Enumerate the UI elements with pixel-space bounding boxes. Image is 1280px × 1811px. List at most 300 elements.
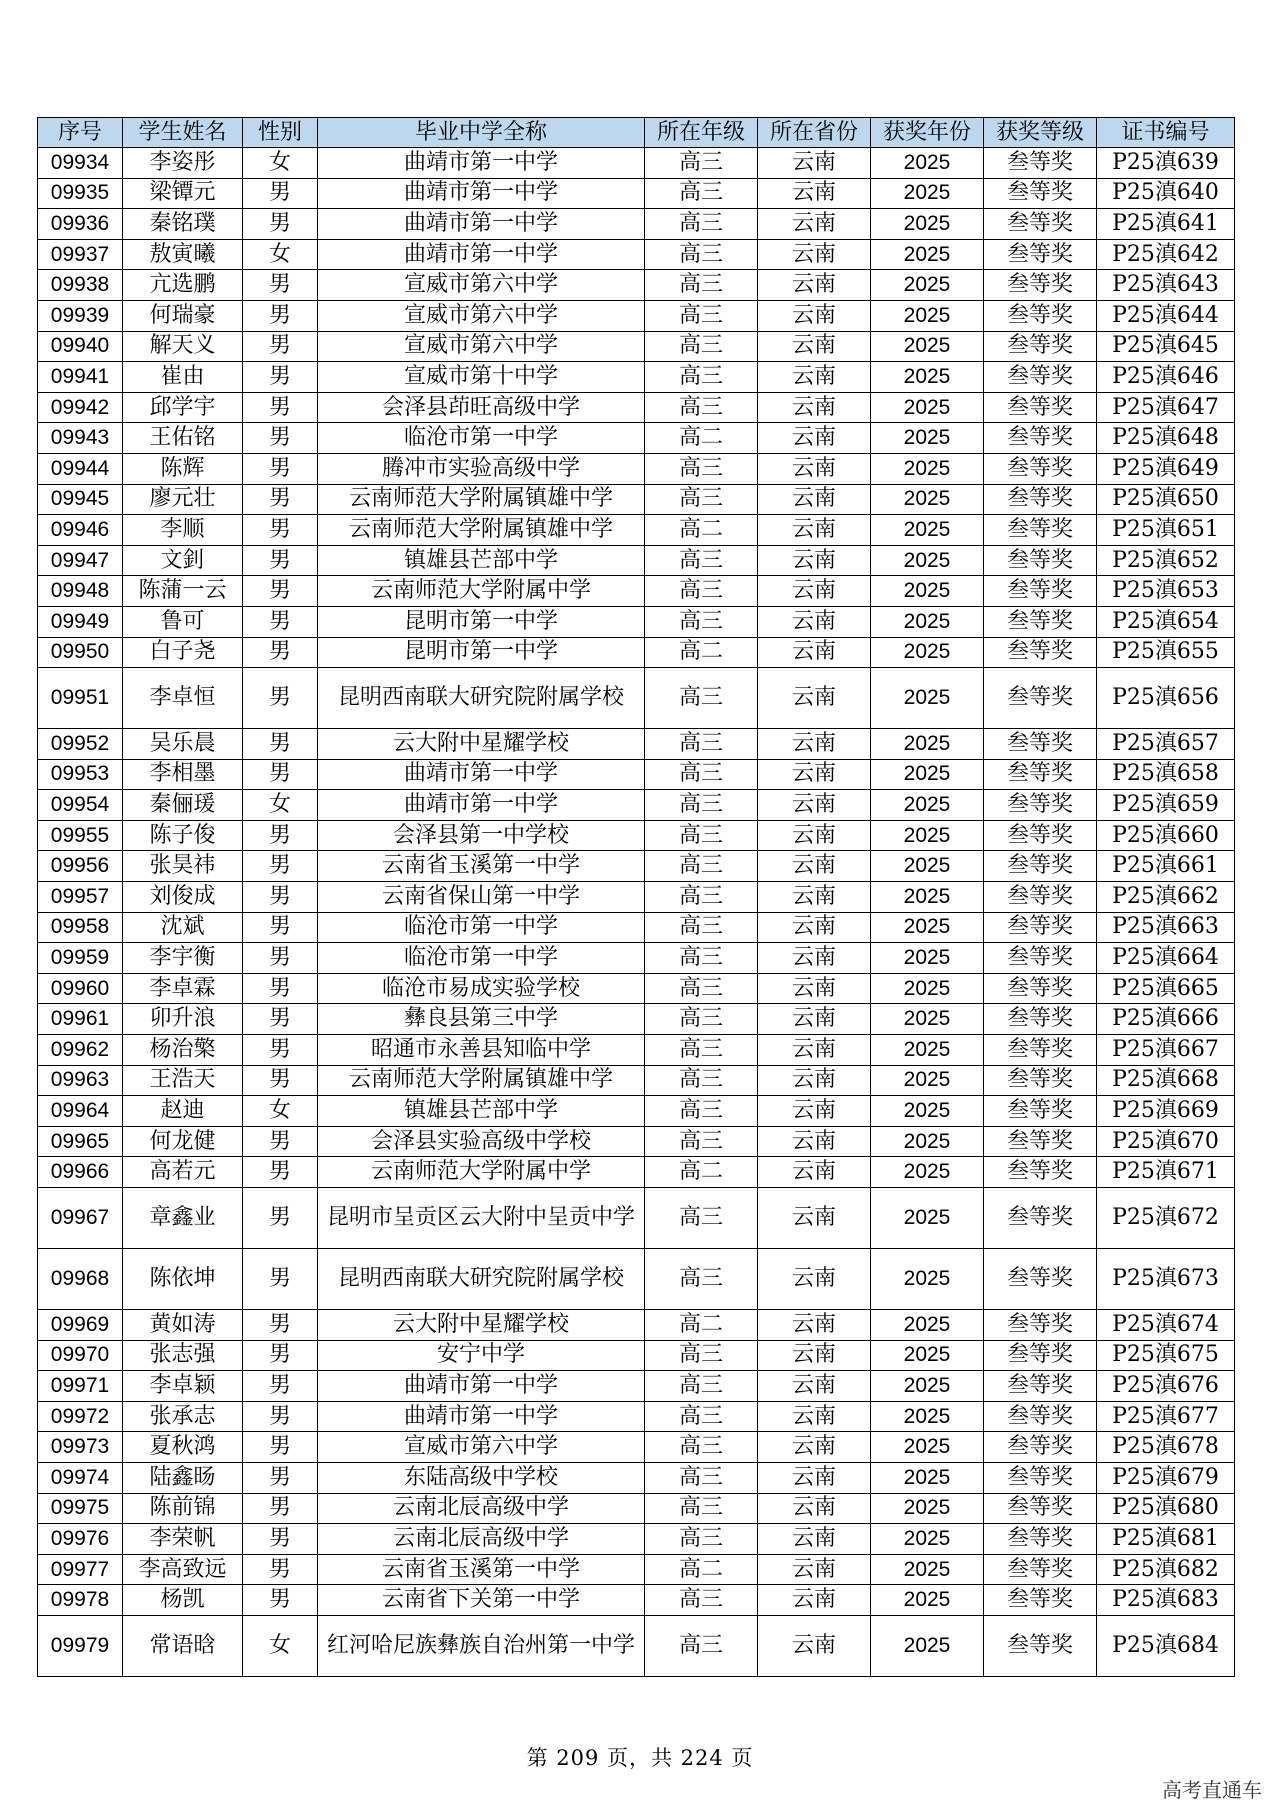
cell-school: 会泽县实验高级中学校 bbox=[318, 1126, 645, 1157]
brand-watermark: 高考直通车 bbox=[1162, 1778, 1262, 1802]
cell-grade: 高三 bbox=[645, 1340, 758, 1371]
cell-school: 昆明市呈贡区云大附中呈贡中学 bbox=[318, 1188, 645, 1249]
cell-name: 陈辉 bbox=[123, 453, 243, 484]
cell-grade: 高三 bbox=[645, 331, 758, 362]
cell-grade: 高三 bbox=[645, 545, 758, 576]
cell-year: 2025 bbox=[871, 484, 984, 515]
cell-name: 文釗 bbox=[123, 545, 243, 576]
cell-cert: P25滇683 bbox=[1097, 1585, 1235, 1616]
cell-school: 曲靖市第一中学 bbox=[318, 1401, 645, 1432]
cell-grade: 高三 bbox=[645, 209, 758, 240]
cell-grade: 高二 bbox=[645, 637, 758, 668]
table-row bbox=[38, 729, 1235, 760]
cell-gender: 男 bbox=[243, 1462, 318, 1493]
cell-province: 云南 bbox=[758, 912, 871, 943]
cell-year: 2025 bbox=[871, 1065, 984, 1096]
cell-gender: 女 bbox=[243, 790, 318, 821]
table-row bbox=[38, 300, 1235, 331]
table-row bbox=[38, 1554, 1235, 1585]
cell-grade: 高三 bbox=[645, 148, 758, 179]
cell-cert: P25滇672 bbox=[1097, 1188, 1235, 1249]
cell-school: 云南省保山第一中学 bbox=[318, 882, 645, 913]
cell-index: 09963 bbox=[38, 1065, 123, 1096]
cell-gender: 男 bbox=[243, 300, 318, 331]
cell-school: 云南北辰高级中学 bbox=[318, 1493, 645, 1524]
cell-school: 云南师范大学附属镇雄中学 bbox=[318, 515, 645, 546]
table-row bbox=[38, 453, 1235, 484]
cell-cert: P25滇647 bbox=[1097, 392, 1235, 423]
cell-cert: P25滇639 bbox=[1097, 148, 1235, 179]
cell-gender: 男 bbox=[243, 1065, 318, 1096]
cell-grade: 高三 bbox=[645, 1035, 758, 1066]
cell-year: 2025 bbox=[871, 851, 984, 882]
cell-cert: P25滇667 bbox=[1097, 1035, 1235, 1066]
cell-school: 安宁中学 bbox=[318, 1340, 645, 1371]
cell-grade: 高三 bbox=[645, 912, 758, 943]
cell-school: 东陆高级中学校 bbox=[318, 1462, 645, 1493]
cell-level: 叁等奖 bbox=[984, 882, 1097, 913]
cell-school: 昆明西南联大研究院附属学校 bbox=[318, 1249, 645, 1310]
cell-grade: 高二 bbox=[645, 515, 758, 546]
cell-province: 云南 bbox=[758, 1249, 871, 1310]
cell-school: 昆明市第一中学 bbox=[318, 606, 645, 637]
cell-cert: P25滇655 bbox=[1097, 637, 1235, 668]
cell-level: 叁等奖 bbox=[984, 668, 1097, 729]
table-row bbox=[38, 820, 1235, 851]
cell-gender: 男 bbox=[243, 1401, 318, 1432]
cell-grade: 高三 bbox=[645, 1188, 758, 1249]
cell-name: 张志强 bbox=[123, 1340, 243, 1371]
cell-school: 曲靖市第一中学 bbox=[318, 790, 645, 821]
cell-year: 2025 bbox=[871, 882, 984, 913]
cell-school: 云南师范大学附属中学 bbox=[318, 576, 645, 607]
cell-province: 云南 bbox=[758, 973, 871, 1004]
cell-province: 云南 bbox=[758, 1096, 871, 1127]
cell-grade: 高三 bbox=[645, 759, 758, 790]
cell-gender: 男 bbox=[243, 1126, 318, 1157]
cell-year: 2025 bbox=[871, 1249, 984, 1310]
cell-grade: 高二 bbox=[645, 1554, 758, 1585]
cell-grade: 高三 bbox=[645, 1065, 758, 1096]
table-row bbox=[38, 1188, 1235, 1249]
table-row bbox=[38, 423, 1235, 454]
cell-cert: P25滇640 bbox=[1097, 178, 1235, 209]
cell-index: 09937 bbox=[38, 239, 123, 270]
cell-index: 09978 bbox=[38, 1585, 123, 1616]
cell-index: 09966 bbox=[38, 1157, 123, 1188]
table-row bbox=[38, 637, 1235, 668]
cell-name: 王浩天 bbox=[123, 1065, 243, 1096]
cell-province: 云南 bbox=[758, 1554, 871, 1585]
cell-province: 云南 bbox=[758, 668, 871, 729]
table-row bbox=[38, 943, 1235, 974]
cell-year: 2025 bbox=[871, 973, 984, 1004]
cell-year: 2025 bbox=[871, 239, 984, 270]
cell-level: 叁等奖 bbox=[984, 1585, 1097, 1616]
cell-index: 09977 bbox=[38, 1554, 123, 1585]
cell-school: 昆明市第一中学 bbox=[318, 637, 645, 668]
col-header-index: 序号 bbox=[38, 118, 123, 148]
cell-index: 09954 bbox=[38, 790, 123, 821]
cell-grade: 高三 bbox=[645, 851, 758, 882]
table-row bbox=[38, 973, 1235, 1004]
cell-year: 2025 bbox=[871, 1493, 984, 1524]
cell-school: 镇雄县芒部中学 bbox=[318, 1096, 645, 1127]
cell-province: 云南 bbox=[758, 148, 871, 179]
cell-name: 吴乐晨 bbox=[123, 729, 243, 760]
cell-gender: 男 bbox=[243, 820, 318, 851]
cell-school: 宣威市第十中学 bbox=[318, 362, 645, 393]
cell-name: 李相墨 bbox=[123, 759, 243, 790]
cell-grade: 高三 bbox=[645, 1524, 758, 1555]
cell-gender: 男 bbox=[243, 1188, 318, 1249]
cell-province: 云南 bbox=[758, 851, 871, 882]
cell-gender: 女 bbox=[243, 1096, 318, 1127]
cell-cert: P25滇670 bbox=[1097, 1126, 1235, 1157]
cell-name: 邱学宇 bbox=[123, 392, 243, 423]
cell-grade: 高三 bbox=[645, 1401, 758, 1432]
cell-grade: 高三 bbox=[645, 1462, 758, 1493]
cell-index: 09947 bbox=[38, 545, 123, 576]
cell-year: 2025 bbox=[871, 1432, 984, 1463]
cell-index: 09968 bbox=[38, 1249, 123, 1310]
cell-level: 叁等奖 bbox=[984, 209, 1097, 240]
cell-level: 叁等奖 bbox=[984, 1615, 1097, 1676]
cell-name: 解天义 bbox=[123, 331, 243, 362]
cell-year: 2025 bbox=[871, 1615, 984, 1676]
cell-gender: 男 bbox=[243, 362, 318, 393]
cell-index: 09941 bbox=[38, 362, 123, 393]
cell-province: 云南 bbox=[758, 1524, 871, 1555]
cell-year: 2025 bbox=[871, 790, 984, 821]
cell-name: 李卓颖 bbox=[123, 1371, 243, 1402]
cell-grade: 高三 bbox=[645, 668, 758, 729]
cell-school: 临沧市易成实验学校 bbox=[318, 973, 645, 1004]
cell-school: 云南师范大学附属中学 bbox=[318, 1157, 645, 1188]
cell-index: 09944 bbox=[38, 453, 123, 484]
cell-gender: 男 bbox=[243, 1157, 318, 1188]
cell-grade: 高三 bbox=[645, 362, 758, 393]
cell-index: 09974 bbox=[38, 1462, 123, 1493]
cell-gender: 男 bbox=[243, 973, 318, 1004]
cell-level: 叁等奖 bbox=[984, 1462, 1097, 1493]
cell-cert: P25滇644 bbox=[1097, 300, 1235, 331]
cell-school: 云大附中星耀学校 bbox=[318, 1310, 645, 1341]
cell-school: 曲靖市第一中学 bbox=[318, 239, 645, 270]
cell-year: 2025 bbox=[871, 576, 984, 607]
cell-gender: 男 bbox=[243, 1585, 318, 1616]
cell-level: 叁等奖 bbox=[984, 820, 1097, 851]
cell-name: 赵迪 bbox=[123, 1096, 243, 1127]
cell-province: 云南 bbox=[758, 759, 871, 790]
cell-province: 云南 bbox=[758, 1615, 871, 1676]
table-row bbox=[38, 270, 1235, 301]
cell-level: 叁等奖 bbox=[984, 300, 1097, 331]
cell-index: 09935 bbox=[38, 178, 123, 209]
table-row bbox=[38, 1157, 1235, 1188]
cell-level: 叁等奖 bbox=[984, 1524, 1097, 1555]
cell-year: 2025 bbox=[871, 1524, 984, 1555]
table-row bbox=[38, 239, 1235, 270]
cell-year: 2025 bbox=[871, 606, 984, 637]
cell-name: 张昊祎 bbox=[123, 851, 243, 882]
table-row bbox=[38, 331, 1235, 362]
cell-index: 09975 bbox=[38, 1493, 123, 1524]
table-row bbox=[38, 1340, 1235, 1371]
cell-province: 云南 bbox=[758, 392, 871, 423]
cell-year: 2025 bbox=[871, 1035, 984, 1066]
cell-school: 昭通市永善县知临中学 bbox=[318, 1035, 645, 1066]
cell-name: 沈斌 bbox=[123, 912, 243, 943]
table-row bbox=[38, 790, 1235, 821]
cell-cert: P25滇661 bbox=[1097, 851, 1235, 882]
cell-province: 云南 bbox=[758, 545, 871, 576]
cell-cert: P25滇662 bbox=[1097, 882, 1235, 913]
cell-year: 2025 bbox=[871, 759, 984, 790]
cell-year: 2025 bbox=[871, 1126, 984, 1157]
cell-cert: P25滇641 bbox=[1097, 209, 1235, 240]
cell-school: 会泽县茚旺高级中学 bbox=[318, 392, 645, 423]
cell-gender: 男 bbox=[243, 484, 318, 515]
cell-province: 云南 bbox=[758, 637, 871, 668]
cell-school: 腾冲市实验高级中学 bbox=[318, 453, 645, 484]
cell-school: 云南省下关第一中学 bbox=[318, 1585, 645, 1616]
cell-school: 宣威市第六中学 bbox=[318, 300, 645, 331]
table-row bbox=[38, 759, 1235, 790]
cell-province: 云南 bbox=[758, 1401, 871, 1432]
cell-province: 云南 bbox=[758, 300, 871, 331]
cell-province: 云南 bbox=[758, 943, 871, 974]
cell-level: 叁等奖 bbox=[984, 1554, 1097, 1585]
cell-year: 2025 bbox=[871, 1188, 984, 1249]
cell-gender: 男 bbox=[243, 331, 318, 362]
table-row bbox=[38, 392, 1235, 423]
cell-gender: 男 bbox=[243, 668, 318, 729]
cell-grade: 高三 bbox=[645, 1615, 758, 1676]
cell-school: 云南省玉溪第一中学 bbox=[318, 851, 645, 882]
cell-cert: P25滇684 bbox=[1097, 1615, 1235, 1676]
cell-index: 09943 bbox=[38, 423, 123, 454]
table-row bbox=[38, 1371, 1235, 1402]
cell-gender: 男 bbox=[243, 1340, 318, 1371]
table-row bbox=[38, 1493, 1235, 1524]
cell-name: 鲁可 bbox=[123, 606, 243, 637]
cell-province: 云南 bbox=[758, 1462, 871, 1493]
cell-gender: 男 bbox=[243, 270, 318, 301]
cell-name: 章鑫业 bbox=[123, 1188, 243, 1249]
cell-level: 叁等奖 bbox=[984, 239, 1097, 270]
cell-grade: 高三 bbox=[645, 1126, 758, 1157]
cell-grade: 高三 bbox=[645, 1004, 758, 1035]
cell-school: 红河哈尼族彝族自治州第一中学 bbox=[318, 1615, 645, 1676]
cell-year: 2025 bbox=[871, 545, 984, 576]
table-row bbox=[38, 148, 1235, 179]
table-row bbox=[38, 1310, 1235, 1341]
cell-grade: 高三 bbox=[645, 973, 758, 1004]
cell-year: 2025 bbox=[871, 1585, 984, 1616]
cell-level: 叁等奖 bbox=[984, 1432, 1097, 1463]
cell-province: 云南 bbox=[758, 606, 871, 637]
cell-name: 崔由 bbox=[123, 362, 243, 393]
cell-index: 09949 bbox=[38, 606, 123, 637]
cell-school: 临沧市第一中学 bbox=[318, 912, 645, 943]
cell-province: 云南 bbox=[758, 362, 871, 393]
cell-cert: P25滇651 bbox=[1097, 515, 1235, 546]
cell-grade: 高二 bbox=[645, 1157, 758, 1188]
cell-grade: 高三 bbox=[645, 178, 758, 209]
cell-grade: 高三 bbox=[645, 453, 758, 484]
cell-index: 09952 bbox=[38, 729, 123, 760]
table-row bbox=[38, 1096, 1235, 1127]
cell-province: 云南 bbox=[758, 1585, 871, 1616]
cell-level: 叁等奖 bbox=[984, 759, 1097, 790]
cell-year: 2025 bbox=[871, 1340, 984, 1371]
cell-school: 曲靖市第一中学 bbox=[318, 1371, 645, 1402]
table-row bbox=[38, 912, 1235, 943]
cell-province: 云南 bbox=[758, 423, 871, 454]
cell-year: 2025 bbox=[871, 453, 984, 484]
cell-index: 09959 bbox=[38, 943, 123, 974]
table-row bbox=[38, 178, 1235, 209]
cell-gender: 男 bbox=[243, 392, 318, 423]
cell-cert: P25滇679 bbox=[1097, 1462, 1235, 1493]
cell-school: 云南北辰高级中学 bbox=[318, 1524, 645, 1555]
col-header-name: 学生姓名 bbox=[123, 118, 243, 148]
cell-year: 2025 bbox=[871, 668, 984, 729]
cell-level: 叁等奖 bbox=[984, 331, 1097, 362]
table-row bbox=[38, 1004, 1235, 1035]
cell-year: 2025 bbox=[871, 392, 984, 423]
cell-name: 李宇衡 bbox=[123, 943, 243, 974]
col-header-level: 获奖等级 bbox=[984, 118, 1097, 148]
cell-gender: 男 bbox=[243, 1249, 318, 1310]
cell-year: 2025 bbox=[871, 515, 984, 546]
page-footer: 第 209 页，共 224 页 bbox=[526, 1746, 754, 1770]
cell-gender: 男 bbox=[243, 882, 318, 913]
cell-level: 叁等奖 bbox=[984, 453, 1097, 484]
cell-level: 叁等奖 bbox=[984, 545, 1097, 576]
cell-grade: 高三 bbox=[645, 1371, 758, 1402]
cell-index: 09936 bbox=[38, 209, 123, 240]
cell-cert: P25滇643 bbox=[1097, 270, 1235, 301]
cell-name: 卯升浪 bbox=[123, 1004, 243, 1035]
cell-level: 叁等奖 bbox=[984, 973, 1097, 1004]
cell-year: 2025 bbox=[871, 362, 984, 393]
cell-province: 云南 bbox=[758, 1432, 871, 1463]
cell-province: 云南 bbox=[758, 1065, 871, 1096]
cell-cert: P25滇646 bbox=[1097, 362, 1235, 393]
cell-grade: 高三 bbox=[645, 1432, 758, 1463]
cell-index: 09973 bbox=[38, 1432, 123, 1463]
cell-school: 临沧市第一中学 bbox=[318, 423, 645, 454]
cell-name: 夏秋鸿 bbox=[123, 1432, 243, 1463]
cell-index: 09938 bbox=[38, 270, 123, 301]
cell-gender: 男 bbox=[243, 515, 318, 546]
award-table-container bbox=[37, 117, 1234, 1677]
cell-cert: P25滇671 bbox=[1097, 1157, 1235, 1188]
table-row bbox=[38, 545, 1235, 576]
cell-grade: 高三 bbox=[645, 239, 758, 270]
cell-year: 2025 bbox=[871, 300, 984, 331]
cell-grade: 高三 bbox=[645, 606, 758, 637]
table-body bbox=[38, 148, 1235, 1677]
cell-year: 2025 bbox=[871, 729, 984, 760]
cell-gender: 男 bbox=[243, 606, 318, 637]
cell-level: 叁等奖 bbox=[984, 270, 1097, 301]
cell-level: 叁等奖 bbox=[984, 851, 1097, 882]
cell-level: 叁等奖 bbox=[984, 576, 1097, 607]
cell-level: 叁等奖 bbox=[984, 606, 1097, 637]
cell-name: 李卓恒 bbox=[123, 668, 243, 729]
cell-cert: P25滇645 bbox=[1097, 331, 1235, 362]
cell-year: 2025 bbox=[871, 1371, 984, 1402]
cell-year: 2025 bbox=[871, 270, 984, 301]
cell-index: 09962 bbox=[38, 1035, 123, 1066]
cell-index: 09946 bbox=[38, 515, 123, 546]
cell-index: 09953 bbox=[38, 759, 123, 790]
cell-province: 云南 bbox=[758, 1157, 871, 1188]
cell-cert: P25滇650 bbox=[1097, 484, 1235, 515]
cell-level: 叁等奖 bbox=[984, 1096, 1097, 1127]
table-row bbox=[38, 1462, 1235, 1493]
cell-grade: 高三 bbox=[645, 1493, 758, 1524]
cell-level: 叁等奖 bbox=[984, 362, 1097, 393]
cell-name: 亢选鹏 bbox=[123, 270, 243, 301]
cell-province: 云南 bbox=[758, 1310, 871, 1341]
cell-school: 曲靖市第一中学 bbox=[318, 148, 645, 179]
cell-grade: 高二 bbox=[645, 423, 758, 454]
col-header-province: 所在省份 bbox=[758, 118, 871, 148]
cell-cert: P25滇642 bbox=[1097, 239, 1235, 270]
cell-name: 李荣帆 bbox=[123, 1524, 243, 1555]
cell-gender: 男 bbox=[243, 851, 318, 882]
table-row bbox=[38, 1432, 1235, 1463]
cell-year: 2025 bbox=[871, 331, 984, 362]
table-row bbox=[38, 668, 1235, 729]
cell-level: 叁等奖 bbox=[984, 423, 1097, 454]
cell-province: 云南 bbox=[758, 239, 871, 270]
cell-year: 2025 bbox=[871, 1401, 984, 1432]
cell-name: 陈子俊 bbox=[123, 820, 243, 851]
cell-name: 秦俪瑗 bbox=[123, 790, 243, 821]
table-row bbox=[38, 576, 1235, 607]
cell-school: 宣威市第六中学 bbox=[318, 1432, 645, 1463]
cell-year: 2025 bbox=[871, 423, 984, 454]
cell-cert: P25滇681 bbox=[1097, 1524, 1235, 1555]
cell-year: 2025 bbox=[871, 1096, 984, 1127]
cell-gender: 男 bbox=[243, 1524, 318, 1555]
cell-gender: 男 bbox=[243, 453, 318, 484]
cell-gender: 男 bbox=[243, 1432, 318, 1463]
cell-level: 叁等奖 bbox=[984, 1249, 1097, 1310]
cell-year: 2025 bbox=[871, 1157, 984, 1188]
cell-year: 2025 bbox=[871, 209, 984, 240]
cell-index: 09945 bbox=[38, 484, 123, 515]
cell-name: 何龙健 bbox=[123, 1126, 243, 1157]
cell-cert: P25滇680 bbox=[1097, 1493, 1235, 1524]
col-header-grade: 所在年级 bbox=[645, 118, 758, 148]
cell-name: 张承志 bbox=[123, 1401, 243, 1432]
cell-province: 云南 bbox=[758, 209, 871, 240]
cell-grade: 高三 bbox=[645, 943, 758, 974]
cell-cert: P25滇674 bbox=[1097, 1310, 1235, 1341]
cell-province: 云南 bbox=[758, 882, 871, 913]
cell-cert: P25滇682 bbox=[1097, 1554, 1235, 1585]
cell-province: 云南 bbox=[758, 453, 871, 484]
cell-gender: 男 bbox=[243, 759, 318, 790]
cell-index: 09969 bbox=[38, 1310, 123, 1341]
cell-school: 云南师范大学附属镇雄中学 bbox=[318, 484, 645, 515]
